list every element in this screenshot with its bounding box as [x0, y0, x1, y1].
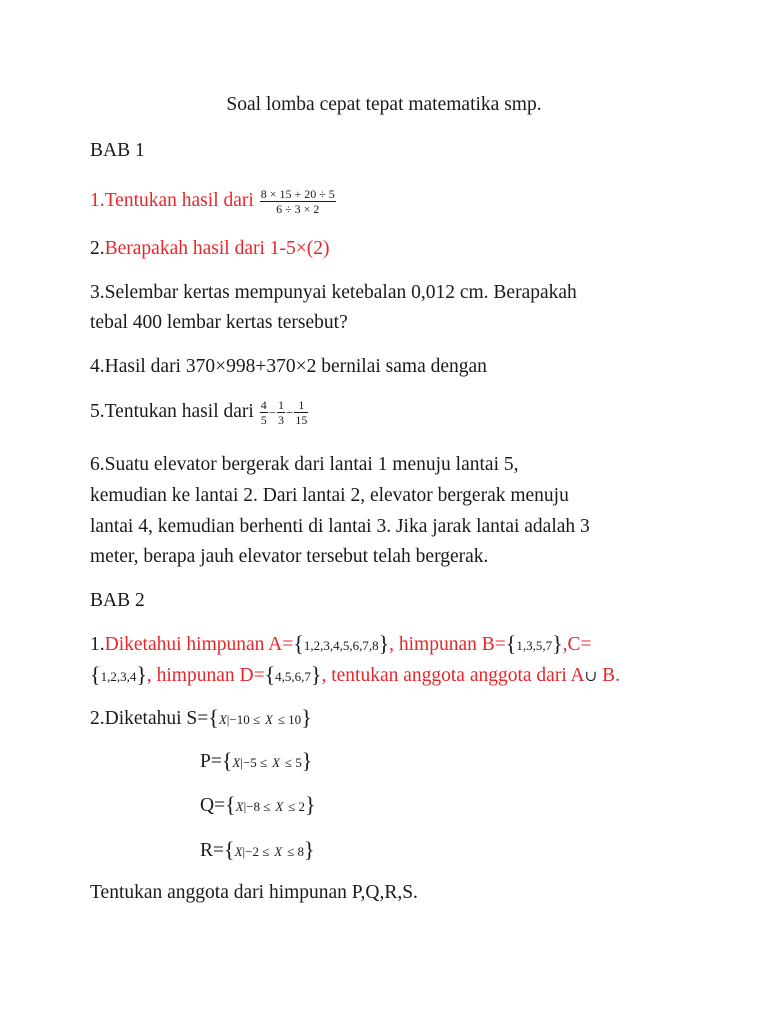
document-title: Soal lomba cepat tepat matematika smp. — [226, 94, 542, 115]
q-label: Q= — [200, 795, 226, 816]
q5-text: 5.Tentukan hasil dari — [90, 401, 254, 422]
bab2-q1-part4: , himpunan D= — [146, 665, 265, 686]
set-c-close-brace: } — [136, 662, 147, 687]
bab1-question-4: 4.Hasil dari 370×998+370×2 bernilai sama dengan — [90, 356, 487, 377]
bab1-question-5 — [90, 397, 309, 428]
set-c-open-brace: { — [90, 662, 101, 687]
q5-f2-numerator: 1 — [278, 398, 285, 413]
set-a: 1,2,3,4,5,6,7,8 — [303, 638, 379, 653]
bab1-question-2 — [90, 234, 330, 264]
q1-fraction-numerator: 8 × 15 + 20 ÷ 5 — [260, 187, 335, 202]
r-close-brace: } — [303, 837, 315, 862]
bab2-heading: BAB 2 — [90, 590, 145, 611]
set-a-open-brace: { — [293, 631, 304, 656]
q5-f3-numerator: 1 — [294, 398, 308, 413]
q2-text: Berapakah hasil dari 1-5×(2) — [104, 238, 330, 259]
bab1-heading: BAB 1 — [90, 140, 145, 161]
q5-fraction-1 — [260, 398, 268, 427]
set-d-close-brace: } — [310, 662, 322, 687]
bab2-question-1-line-1 — [90, 629, 592, 661]
set-a-close-brace: } — [378, 631, 390, 656]
r-lower-bound: −2 ≤ — [245, 844, 270, 859]
r-bar: | — [242, 844, 246, 859]
bab2-question-2-p — [200, 746, 312, 778]
r-label: R= — [200, 840, 225, 861]
q-close-brace: } — [305, 792, 316, 817]
bab2-question-2-r — [200, 835, 315, 867]
q5-f2-denominator: 3 — [278, 413, 285, 428]
q5-fraction-3 — [294, 398, 308, 427]
r-variable-2: X — [274, 844, 283, 859]
s-label: 2.Diketahui S= — [90, 708, 209, 729]
bab1-question-1 — [90, 186, 337, 216]
q-open-brace: { — [225, 792, 236, 817]
bab1-question-3-line-1: 3.Selembar kertas mempunyai ketebalan 0,012 cm. Berapakah — [90, 282, 577, 303]
s-variable: X — [218, 712, 227, 727]
bab1-question-6-line-4: meter, berapa jauh elevator tersebut telah bergerak. — [90, 546, 489, 567]
p-lower-bound: −5 ≤ — [242, 755, 268, 770]
bab2-question-2-s — [90, 703, 312, 735]
set-b-open-brace: { — [505, 631, 517, 656]
p-label: P= — [200, 751, 222, 772]
bab1-question-6-line-1: 6.Suatu elevator bergerak dari lantai 1 menuju lantai 5, — [90, 454, 519, 475]
bab2-q1-part6: B. — [597, 665, 620, 686]
bab2-question-2-q — [200, 790, 316, 822]
set-d: 4,5,6,7 — [275, 669, 311, 684]
q5-minus-1: − — [268, 405, 277, 420]
q5-f3-denominator: 15 — [295, 413, 308, 428]
r-variable: X — [234, 844, 243, 859]
r-open-brace: { — [224, 837, 235, 862]
p-upper-bound: ≤ 5 — [284, 755, 302, 770]
q1-text: 1.Tentukan hasil dari — [90, 190, 254, 211]
r-upper-bound: ≤ 8 — [287, 844, 304, 859]
bab2-q1-part5: , tentukan anggota anggota dari A — [321, 665, 585, 686]
p-close-brace: } — [301, 748, 313, 773]
q1-fraction — [260, 187, 336, 216]
p-variable-2: X — [272, 755, 281, 770]
s-close-brace: } — [301, 705, 312, 730]
s-open-brace: { — [208, 705, 219, 730]
q5-minus-2: − — [286, 405, 294, 420]
s-lower-bound: −10 ≤ — [229, 712, 261, 727]
q2-number: 2. — [90, 238, 105, 259]
bab1-question-3-line-2: tebal 400 lembar kertas tersebut? — [90, 312, 348, 333]
q1-fraction-denominator: 6 ÷ 3 × 2 — [276, 202, 320, 217]
set-b-close-brace: } — [552, 631, 563, 656]
s-variable-2: X — [264, 712, 273, 727]
p-variable: X — [232, 755, 241, 770]
set-b: 1,3,5,7 — [516, 638, 553, 653]
bab2-question-1-line-2 — [90, 660, 620, 692]
q5-fraction-2 — [277, 398, 285, 427]
union-symbol: ∪ — [584, 669, 598, 685]
q5-f1-numerator: 4 — [260, 398, 267, 413]
q-bar: | — [243, 799, 247, 814]
s-bar: | — [226, 712, 230, 727]
bab2-q1-part2: , himpunan B= — [389, 634, 506, 655]
s-upper-bound: ≤ 10 — [277, 712, 302, 727]
q-variable: X — [235, 799, 244, 814]
set-d-open-brace: { — [264, 662, 276, 687]
q-upper-bound: ≤ 2 — [288, 799, 306, 814]
p-open-brace: { — [221, 748, 233, 773]
q-variable-2: X — [275, 799, 284, 814]
p-bar: | — [240, 755, 243, 770]
bab1-question-6-line-2: kemudian ke lantai 2. Dari lantai 2, elevator bergerak menuju — [90, 485, 569, 506]
bab2-q1-part3: ,C= — [562, 634, 592, 655]
bab2-final-instruction: Tentukan anggota dari himpunan P,Q,R,S. — [90, 882, 418, 903]
bab2-q1-part1: Diketahui himpunan A= — [104, 634, 294, 655]
q5-f1-denominator: 5 — [260, 413, 267, 428]
q-lower-bound: −8 ≤ — [246, 799, 271, 814]
bab1-question-6-line-3: lantai 4, kemudian berhenti di lantai 3. Jika jarak lantai adalah 3 — [90, 516, 590, 537]
set-c: 1,2,3,4 — [100, 669, 137, 684]
bab2-q1-number: 1. — [90, 634, 105, 655]
